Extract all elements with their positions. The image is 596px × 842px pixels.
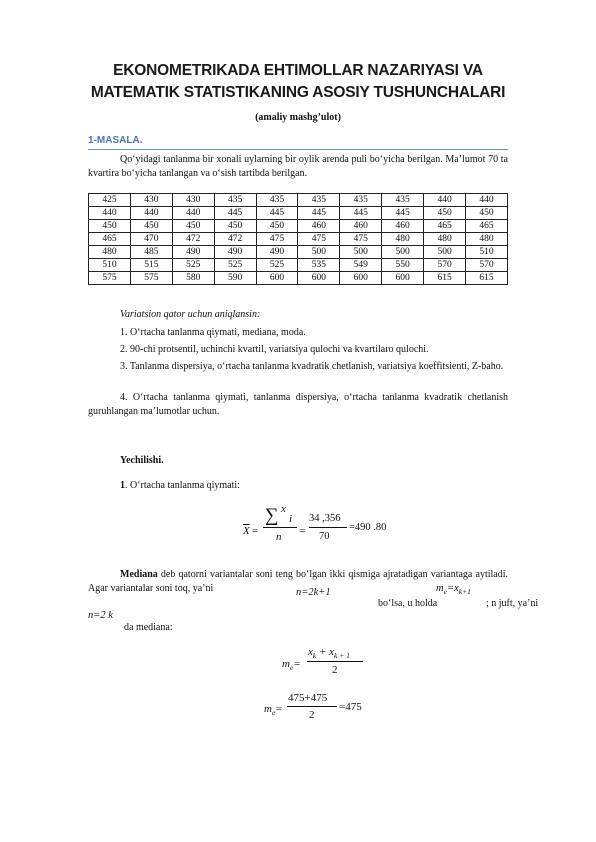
median-calc-bar (287, 706, 337, 707)
table-cell: 580 (172, 272, 214, 285)
me-rhs: =x (446, 583, 459, 594)
table-cell: 600 (382, 272, 424, 285)
median-formula: $m_e=$ $x_k + x_{k + 1}$ 2 (282, 648, 382, 684)
table-cell: 430 (172, 194, 214, 207)
median-fraction-bar (307, 661, 363, 662)
solution-heading: Yechilishi. (120, 455, 164, 466)
fraction-bar (263, 527, 297, 528)
table-cell: 535 (298, 259, 340, 272)
table-cell: 600 (340, 272, 382, 285)
median-text-3: ; n juft, ya’ni (486, 598, 539, 609)
median-numerator: $x_k + x_{k + 1}$ (308, 646, 350, 660)
step-1-number: 1 (120, 480, 125, 491)
table-row (89, 207, 508, 220)
task-item-2: 2. 90-chi protsentil, uchinchi kvartil, variatsiya qulochi va kvartilaro qulochi. (120, 344, 429, 355)
task-item-3: 3. Tanlanma dispersiya, o‘rtacha tanlanma kvadratik chetlanish, variatsiya koeffitsienti, Z-baho. (120, 361, 504, 372)
task-item-4: 4. O‘rtacha tanlanma qiymati, tanlanma dispersiya, o‘rtacha tanlanma kvadratik chetlanish guruhlangan ma’lumotlar uchun. (88, 392, 508, 417)
median-definition: deb qatorni variantalar soni teng bo‘lgan ikki qismiga ajratadigan variantaga aytiladi. Agar variantalar soni toq, ya’ni (88, 569, 508, 594)
section-divider (88, 149, 508, 150)
median-calculation: $m_e=$ 475+475 2 =475 (264, 692, 362, 721)
table-row (89, 272, 508, 285)
table-cell: 450 (89, 220, 131, 233)
mean-result: =490 .80 (349, 522, 387, 533)
count-value: 70 (319, 531, 330, 542)
table-cell: 570 (466, 259, 508, 272)
table-cell: 575 (130, 272, 172, 285)
table-cell: 525 (172, 259, 214, 272)
task-heading: Variatsion qator uchun aniqlansin: (120, 309, 261, 320)
table-cell: 465 (89, 233, 131, 246)
table-cell: 445 (382, 207, 424, 220)
table-cell: 460 (298, 220, 340, 233)
task-item-1: 1. O‘rtacha tanlanma qiymati, mediana, moda. (120, 327, 306, 338)
table-cell: 435 (340, 194, 382, 207)
table-cell: 445 (214, 207, 256, 220)
sum-variable: x (281, 503, 286, 515)
even-condition: n=2 k (88, 610, 113, 621)
table-cell: 472 (172, 233, 214, 246)
table-cell: 525 (256, 259, 298, 272)
median-term: Mediana (120, 569, 158, 580)
table-cell: 615 (424, 272, 466, 285)
table-cell: 470 (130, 233, 172, 246)
table-cell: 475 (256, 233, 298, 246)
table-cell: 480 (466, 233, 508, 246)
table-cell: 490 (172, 246, 214, 259)
table-cell: 500 (382, 246, 424, 259)
mean-formula (243, 503, 403, 549)
document-subtitle: (amaliy mashg’ulot) (255, 112, 341, 123)
table-cell: 590 (214, 272, 256, 285)
equals-sign-2: = (299, 525, 306, 537)
table-cell: 550 (382, 259, 424, 272)
table-cell: 460 (340, 220, 382, 233)
table-cell: 525 (214, 259, 256, 272)
table-cell: 450 (466, 207, 508, 220)
table-cell: 475 (298, 233, 340, 246)
table-cell: 460 (382, 220, 424, 233)
table-cell: 515 (130, 259, 172, 272)
me-rhs-sub: k+1 (458, 587, 471, 596)
table-cell: 450 (424, 207, 466, 220)
table-cell: 510 (466, 246, 508, 259)
table-cell: 500 (424, 246, 466, 259)
table-cell: 510 (89, 259, 131, 272)
table-cell: 450 (214, 220, 256, 233)
table-row (89, 220, 508, 233)
table-cell: 475 (340, 233, 382, 246)
table-cell: 490 (214, 246, 256, 259)
sum-index: i (289, 513, 293, 525)
table-cell: 472 (214, 233, 256, 246)
table-cell: 435 (214, 194, 256, 207)
table-cell: 485 (130, 246, 172, 259)
table-cell: 600 (256, 272, 298, 285)
median-odd-formula (436, 583, 471, 596)
median-text-2: bo‘lsa, u holda (378, 598, 438, 609)
table-cell: 435 (382, 194, 424, 207)
table-cell: 435 (256, 194, 298, 207)
denominator-n: n (276, 531, 282, 543)
median-calc-denominator: 2 (309, 709, 315, 721)
median-text-4: da mediana: (124, 622, 173, 633)
median-denominator: 2 (332, 664, 338, 676)
mean-symbol: $\overline{X}$ (243, 525, 250, 537)
intro-paragraph: Qo‘yidagi tanlanma bir xonali uylarning bir oylik arenda puli bo‘yicha berilgan. Ma’lumot 70 ta kvartira bo‘yicha tanlangan va o‘sish tartibda berilgan. (88, 154, 508, 179)
table-cell: 445 (340, 207, 382, 220)
table-cell: 480 (382, 233, 424, 246)
table-cell: 440 (424, 194, 466, 207)
table-cell: 500 (340, 246, 382, 259)
fraction-bar-2 (309, 527, 347, 528)
equals-sign: = (252, 525, 259, 537)
odd-condition: n=2k+1 (296, 587, 331, 598)
table-cell: 450 (172, 220, 214, 233)
table-cell: 440 (130, 207, 172, 220)
table-cell: 500 (298, 246, 340, 259)
document-title-line1: EKONOMETRIKADA EHTIMOLLAR NAZARIYASI VA (113, 62, 483, 79)
step-1-text: . O‘rtacha tanlanma qiymati: (125, 480, 240, 491)
data-table (88, 193, 508, 285)
table-row (89, 246, 508, 259)
table-cell: 440 (172, 207, 214, 220)
table-cell: 465 (424, 220, 466, 233)
table-cell: 445 (256, 207, 298, 220)
table-row (89, 259, 508, 272)
table-cell: 490 (256, 246, 298, 259)
table-cell: 575 (89, 272, 131, 285)
me-lhs-sub: e (443, 587, 447, 596)
section-heading: 1-MASALA. (88, 135, 143, 146)
sum-value: 34 ,356 (309, 513, 341, 524)
table-cell: 615 (466, 272, 508, 285)
step-1 (88, 479, 508, 493)
table-cell: 425 (89, 194, 131, 207)
table-cell: 465 (466, 220, 508, 233)
table-cell: 450 (130, 220, 172, 233)
median-calc-result: =475 (339, 701, 362, 713)
table-cell: 430 (130, 194, 172, 207)
table-cell: 480 (89, 246, 131, 259)
me-lhs: m (436, 583, 444, 594)
table-cell: 445 (298, 207, 340, 220)
table-cell: 440 (466, 194, 508, 207)
median-calc-numerator: 475+475 (288, 692, 328, 704)
table-cell: 440 (89, 207, 131, 220)
table-cell: 450 (256, 220, 298, 233)
table-cell: 549 (340, 259, 382, 272)
table-cell: 570 (424, 259, 466, 272)
table-cell: 480 (424, 233, 466, 246)
document-title-line2: MATEMATIK STATISTIKANING ASOSIY TUSHUNCHALARI (90, 84, 506, 101)
table-cell: 435 (298, 194, 340, 207)
table-cell: 600 (298, 272, 340, 285)
table-row (89, 194, 508, 207)
table-row (89, 233, 508, 246)
sum-symbol: ∑ (265, 505, 279, 526)
